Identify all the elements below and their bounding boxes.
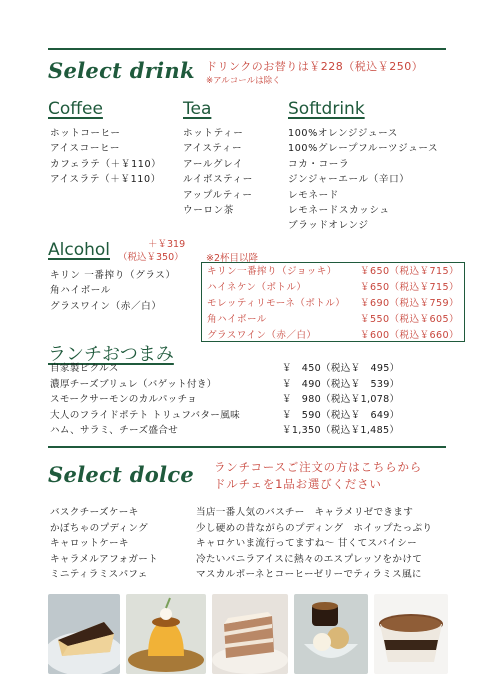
- dolce-row: バスクチーズケーキ 当店一番人気のバスチー キャラメリゼできます: [50, 507, 414, 518]
- alcohol-heading: Alcohol: [48, 240, 110, 260]
- tiramisu-parfait-photo: [374, 594, 448, 674]
- price-row: キリン一番搾り（ジョッキ） ￥650（税込￥715）: [207, 266, 459, 277]
- list-item: コカ・コーラ: [288, 158, 350, 170]
- dolce-note: ランチコースご注文の方はこちらから ドルチェを1品お選びください: [214, 460, 423, 491]
- carrot-cake-photo: [212, 594, 288, 674]
- list-item: 100%オレンジジュース: [288, 128, 398, 139]
- top-divider: [48, 48, 446, 50]
- pumpkin-pudding-photo: [126, 594, 206, 674]
- dolce-row: キャロットケーキ キャロケいま流行ってますね～ 甘くてスパイシー: [50, 538, 418, 550]
- list-item: アールグレイ: [183, 158, 244, 170]
- list-item: アップルティー: [183, 189, 253, 201]
- dolce-row: かぼちゃのプディング 少し硬めの昔ながらのプディング ホイップたっぷり: [50, 522, 433, 534]
- list-item: キリン 一番搾り（グラス）: [50, 270, 176, 281]
- snack-row: 自家製ピクルス ￥ 450（税込￥ 495）: [50, 363, 400, 374]
- alcohol-price-tax: （税込￥350）: [118, 252, 184, 263]
- list-item: ブラッドオレンジ: [288, 220, 369, 232]
- price-row: モレッティリモーネ（ボトル） ￥690（税込￥759）: [207, 298, 459, 309]
- refill-note: ドリンクのお替りは￥228（税込￥250）: [206, 60, 424, 73]
- list-item: ジンジャーエール（辛口）: [288, 174, 410, 186]
- coffee-heading: Coffee: [48, 99, 103, 119]
- dolce-section-title: Select dolce: [48, 462, 195, 487]
- tea-list: [183, 126, 253, 218]
- list-item: ルイボスティー: [183, 174, 253, 186]
- coffee-list: [50, 126, 161, 188]
- alcohol-list: [50, 268, 176, 314]
- snacks-list: [50, 361, 400, 439]
- basque-cheesecake-photo: [48, 594, 120, 674]
- list-item: グラスワイン（赤／白）: [50, 300, 162, 312]
- softdrink-list: [288, 126, 438, 234]
- list-item: カフェラテ（＋￥110）: [50, 158, 162, 170]
- list-item: レモネード: [288, 189, 339, 201]
- second-drink-note: ※2杯目以降: [206, 253, 259, 264]
- dolce-row: キャラメルアフォガート 冷たいバニラアイスに熱々のエスプレッソをかけて: [50, 553, 423, 565]
- tea-heading: Tea: [183, 99, 212, 119]
- list-item: ホットティー: [183, 128, 244, 139]
- second-drink-box: [201, 262, 465, 342]
- affogato-photo: [294, 594, 368, 674]
- snack-row: 大人のフライドポテト トリュフバター風味 ￥ 590（税込￥ 649）: [50, 409, 400, 421]
- alcohol-excluded-note: ※アルコールは除く: [206, 76, 281, 86]
- dolce-list: [50, 505, 432, 583]
- softdrink-heading: Softdrink: [288, 99, 365, 119]
- list-item: 100%グレープフルーツジュース: [288, 143, 439, 155]
- list-item: アイスコーヒー: [50, 143, 121, 155]
- alcohol-price: ＋￥319: [148, 239, 186, 250]
- list-item: 角ハイボール: [50, 285, 111, 297]
- price-row: ハイネケン（ボトル） ￥650（税込￥715）: [207, 282, 459, 293]
- list-item: アイスラテ（＋￥110）: [50, 174, 161, 186]
- dolce-row: ミニティラミスパフェ マスカルポーネとコーヒーゼリーでティラミス風に: [50, 569, 422, 581]
- price-row: グラスワイン（赤／白） ￥600（税込￥660）: [207, 330, 459, 341]
- list-item: ウーロン茶: [183, 205, 234, 217]
- list-item: ホットコーヒー: [50, 128, 121, 139]
- list-item: アイスティー: [183, 143, 243, 155]
- snack-row: スモークサーモンのカルパッチョ ￥ 980（税込￥1,078）: [50, 394, 400, 406]
- drink-section-title: Select drink: [48, 58, 195, 83]
- snack-row: 濃厚チーズブリュレ（バゲット付き） ￥ 490（税込￥ 539）: [50, 378, 400, 390]
- price-row: 角ハイボール ￥550（税込￥605）: [207, 314, 459, 325]
- middle-divider: [48, 446, 446, 448]
- snacks-heading: ランチおつまみ: [48, 344, 174, 365]
- list-item: レモネードスカッシュ: [288, 205, 390, 217]
- snack-row: ハム、サラミ、チーズ盛合せ ￥1,350（税込￥1,485）: [50, 425, 400, 437]
